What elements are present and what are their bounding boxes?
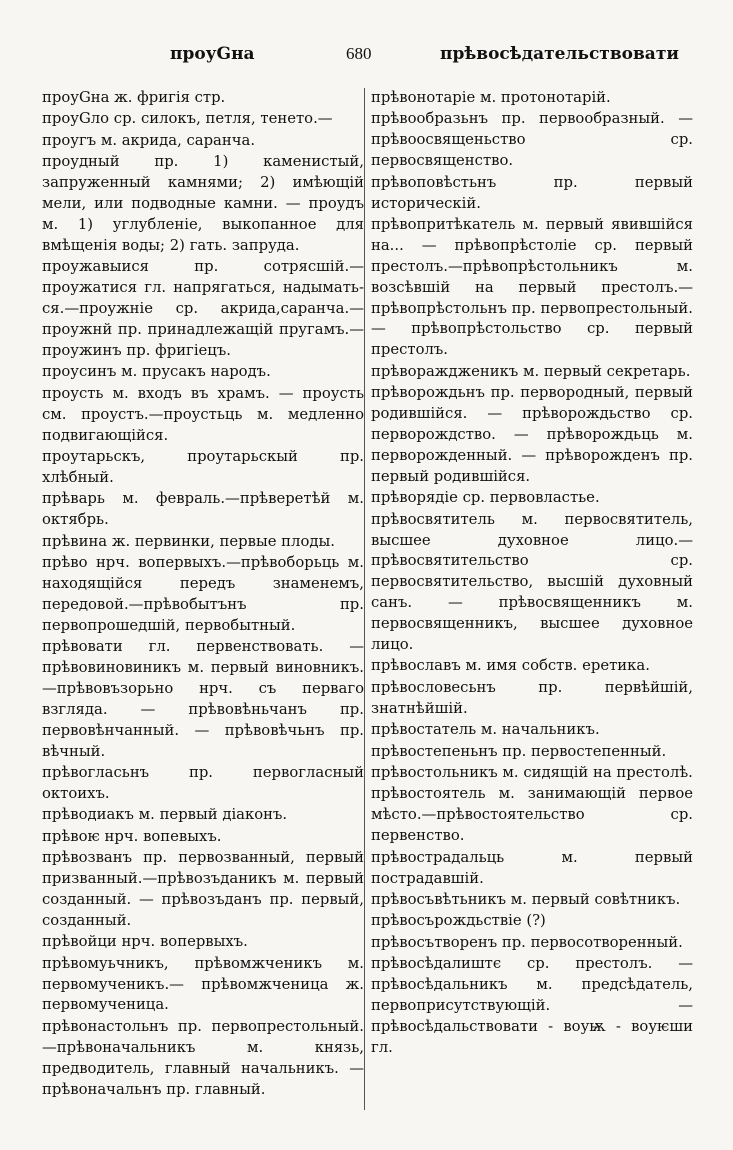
dictionary-entry: проуGло ср. силокъ, петля, тенето.— [42, 110, 333, 128]
dictionary-entry: прѣвопритѣкатель м. первый явившійся на... — прѣвопрѣстоліе ср. первый престолъ.—прѣвопрѣстольникъ м. возсѣвшій на первый престолъ.—прѣвопрѣстольнъ пр. первопрестольный. — прѣвопрѣстольство ср. первый престолъ. [371, 215, 693, 359]
dictionary-entry: прѣвонотаріе м. протонотарій. [371, 89, 611, 106]
dictionary-entry: прѣвозванъ пр. первозванный, первый призванный.—прѣвозъданикъ м. первый созданный. — прѣвозъданъ пр. первый, созданный. [42, 849, 364, 929]
dictionary-entry: прѣвогласьнъ пр. первогласный октоихъ. [42, 764, 364, 802]
dictionary-entry: проутарьскъ, проутарьскый пр. хлѣбный. [42, 447, 364, 486]
dictionary-entry: прѣвосѣдалиштє ср. престолъ. — прѣвосѣдальникъ м. предсѣдатель, первоприсутствующій. — прѣвосѣдальствовати - воуѭ - воуѥши гл. [371, 955, 693, 1056]
dictionary-entry: прѣвостольникъ м. сидящій на престолѣ. [371, 764, 693, 781]
dictionary-entry: проуGна ж. фригія стр. [42, 89, 226, 106]
dictionary-entry: прѣво нрч. вопервыхъ.—прѣвоборьць м. находящійся передъ знаменемъ, передовой.—прѣвобытънъ пр. первопрошедшій, первобытный. [42, 553, 364, 634]
dictionary-entry: прѣвостоятель м. занимающій первое мѣсто.—прѣвостоятельство ср. первенство. [371, 785, 693, 845]
dictionary-entry: прѣвовати гл. первенствовать. — прѣвовиновиникъ м. первый виновникъ.—прѣвовъзорьно нрч. съ перваго взгляда. — прѣвовѣньчанъ пр. первовѣнчанный. — прѣвовѣчьнъ пр. вѣчный. [42, 638, 364, 760]
dictionary-entry: прѣвина ж. первинки, первые плоды. [42, 532, 335, 550]
dictionary-entry: прѣвонастольнъ пр. первопрестольный.—прѣвоначальникъ м. князь, предводитель, главный начальникъ. —прѣвоначальнъ пр. главный. [42, 1017, 364, 1098]
dictionary-entry: проугъ м. акрида, саранча. [42, 131, 256, 149]
page-number: 680 [346, 44, 372, 63]
dictionary-entry: прѣвосъвѣтьникъ м. первый совѣтникъ. [371, 890, 681, 908]
dictionary-entry: прѣвообразьнъ пр. первообразный. — прѣвоосвященьство ср. первосвященство. [371, 110, 693, 170]
dictionary-entry: прѣворождьнъ пр. первородный, первый родившійся. — прѣворождьство ср. перворождство. — прѣворождьць м. перворожденный. — прѣворожденъ пр. первый родившійся. [371, 384, 693, 485]
dictionary-entry: проужавыися пр. сотрясшій.—проужатися гл. напрягаться, надымать-ся.—проужніе ср. акрида,саранча.—проужнй пр. принадлежащій пругамъ.—проужинъ пр. фригіецъ. [42, 258, 364, 359]
dictionary-entry: проудный пр. 1) каменистый, запруженный камнями; 2) имѣющій мели, или подводные камни. — проудъ м. 1) углубленіе, выкопанное для вмѣщенія воды; 2) гать. запруда. [42, 153, 364, 254]
dictionary-entry: прѣвораждженикъ м. первый секретарь. [371, 362, 691, 380]
dictionary-entry: прѣвострадальць м. первый пострадавшій. [371, 848, 693, 887]
page-header [0, 44, 733, 72]
dictionary-entry: проусинъ м. прусакъ народъ. [42, 363, 271, 381]
dictionary-entry: проусть м. входъ въ храмъ. — проусть см. проустъ.—проустьць м. медленно подвигающійся. [42, 384, 364, 444]
dictionary-entry: прѣвосвятитель м. первосвятитель, высшее духовное лицо.—прѣвосвятительство ср. первосвятительство, высшій духовный санъ. — прѣвосвященникъ м. первосвященникъ, высшее духовное лицо. [371, 510, 693, 654]
left-column [42, 88, 364, 1101]
column-divider [364, 88, 365, 1110]
dictionary-entry: прѣварь м. февраль.—прѣверетѣй м. октябрь. [42, 490, 364, 529]
dictionary-entry: прѣвословесьнъ пр. первѣйшій, знатнѣйшій. [371, 678, 693, 717]
dictionary-entry: прѣворядіе ср. первовластье. [371, 489, 600, 507]
dictionary-entry: прѣвославъ м. имя собств. еретика. [371, 657, 650, 675]
right-column [371, 88, 693, 1059]
dictionary-entry: прѣвосърождьствіе (?) [371, 912, 546, 930]
header-left-word: проуGна [170, 44, 255, 64]
header-right-word: прѣвосѣдательствовати [440, 44, 679, 64]
dictionary-entry: прѣвойци нрч. вопервыхъ. [42, 933, 248, 951]
dictionary-entry: прѣводиакъ м. первый діаконъ. [42, 806, 288, 824]
dictionary-entry: прѣвоповѣстьнъ пр. первый историческій. [371, 173, 693, 212]
dictionary-entry: прѣвостатель м. начальникъ. [371, 721, 600, 739]
dictionary-entry: прѣвоѥ нрч. вопевыхъ. [42, 827, 222, 845]
dictionary-entry: прѣвомуьчникъ, прѣвомжченикъ м. первомученикъ.— прѣвомжченица ж. первомученица. [42, 954, 364, 1014]
dictionary-entry: прѣвосътворенъ пр. первосотворенный. [371, 933, 683, 951]
dictionary-entry: прѣвостепеньнъ пр. первостепенный. [371, 742, 667, 760]
